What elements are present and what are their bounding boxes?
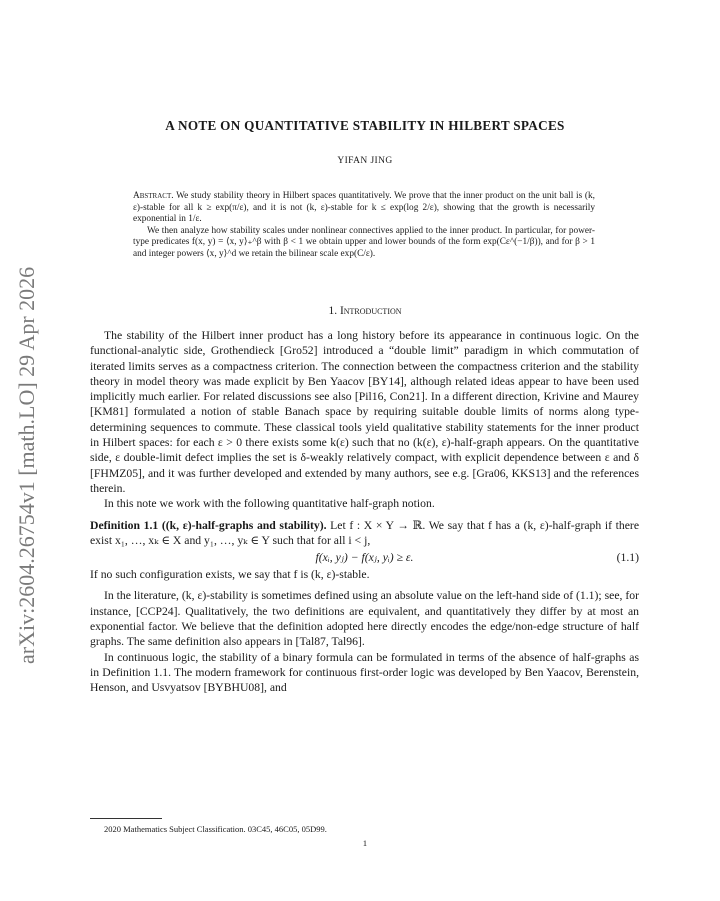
definition-after: If no such configuration exists, we say that f is (k, ε)-stable. xyxy=(90,568,370,582)
footnote-rule xyxy=(90,818,162,819)
abstract-label: Abstract. xyxy=(133,191,174,201)
paper-title: A NOTE ON QUANTITATIVE STABILITY IN HILBERT SPACES xyxy=(165,118,565,133)
abstract-text-1: We study stability theory in Hilbert spaces quantitatively. We prove that the inner product on the unit ball is (k, ε)-stable for all k ≥ exp(π/ε), and it is not (k, ε)-stable for k ≤ exp(log 2/ε), showing that the growth is necessarily exponential in 1/ε. xyxy=(133,191,595,225)
definition-name: ((k, ε)-half-graphs and stability). xyxy=(161,518,327,532)
intro-paragraph-2: In this note we work with the following quantitative half-graph notion. xyxy=(104,497,435,511)
definition-label: Definition 1.1 xyxy=(90,518,159,532)
main-body xyxy=(90,328,639,696)
abstract xyxy=(133,191,595,261)
definition-block xyxy=(90,518,639,549)
equation xyxy=(90,548,639,567)
definition-text: Let f : X × Y → ℝ. We say that f has a (k, ε)-half-graph if there exist x₁, …, xₖ ∈ X and y₁, …, yₖ ∈ Y such that for all i < j, xyxy=(90,518,640,547)
footnote: 2020 Mathematics Subject Classification. 03C45, 46C05, 05D99. xyxy=(104,824,327,834)
abstract-paragraph-1 xyxy=(133,191,595,226)
abstract-paragraph-2: We then analyze how stability scales under nonlinear connectives applied to the inner product. In particular, for power-type predicates f(x, y) = ⟨x, y⟩₊^β with β < 1 we obtain upper and lower bounds of the form exp(Cε^(−1/β)), and for β > 1 and integer powers ⟨x, y⟩^d we retain the bilinear scale exp(C/ε). xyxy=(133,225,595,259)
equation-number: (1.1) xyxy=(616,551,639,565)
intro-paragraph-4: In continuous logic, the stability of a binary formula can be formulated in terms of the absence of half-graphs as in Definition 1.1. The modern framework for continuous first-order logic was developed by Ben Yaacov, Berenstein, Henson, and Usvyatsov [BYBHU08], and xyxy=(90,650,639,695)
arxiv-id-text: arXiv:2604.26754v1 [math.LO] 29 Apr 2026 xyxy=(14,266,39,664)
intro-paragraph-3: In the literature, (k, ε)-stability is sometimes defined using an absolute value on the left-hand side of (1.1); see, for instance, [CCP24]. Qualitatively, the two definitions are equivalent, and quantitatively they differ by at most an exponential factor. We believe that the definition adopted here directly encodes the edge/non-edge structure of half graphs. The same definition also appears in [Tal87, Tal96]. xyxy=(90,589,639,649)
page-number: 1 xyxy=(362,838,368,848)
section-heading: 1. Introduction xyxy=(328,305,402,317)
intro-paragraph-1: The stability of the Hilbert inner product has a long history before its appearance in continuous logic. On the functional-analytic side, Grothendieck [Gro52] introduced a “double limit” paradigm in which commutation of iterated limits serves as a compactness criterion. The connection between the compactness criterion and the stability theory in model theory was made explicit by Ben Yaacov [BY14], although related ideas appear to have been used implicitly much earlier. For related discussions see also [Pil16, Con21]. In a different direction, Krivine and Maurey [KM81] formulated a notion of stable Banach space by requiring suitable double limits of norms along type-determining sequences to commute. These classical tools yield qualitative stability statements for the inner product in Hilbert spaces: for each ε > 0 there exists some k(ε) such that no (k(ε), ε)-half-graph appears. On the quantitative side, ε double-limit defect implies the set is δ-weakly relatively compact, with explicit dependence between ε and δ [FHMZ05], and it was further developed and extended by many authors, see e.g. [Gra06, KKS13] and the references therein. xyxy=(90,329,639,495)
equation-formula: f(xᵢ, yⱼ) − f(xⱼ, yᵢ) ≥ ε. xyxy=(315,551,414,565)
author-name: YIFAN JING xyxy=(337,156,393,166)
